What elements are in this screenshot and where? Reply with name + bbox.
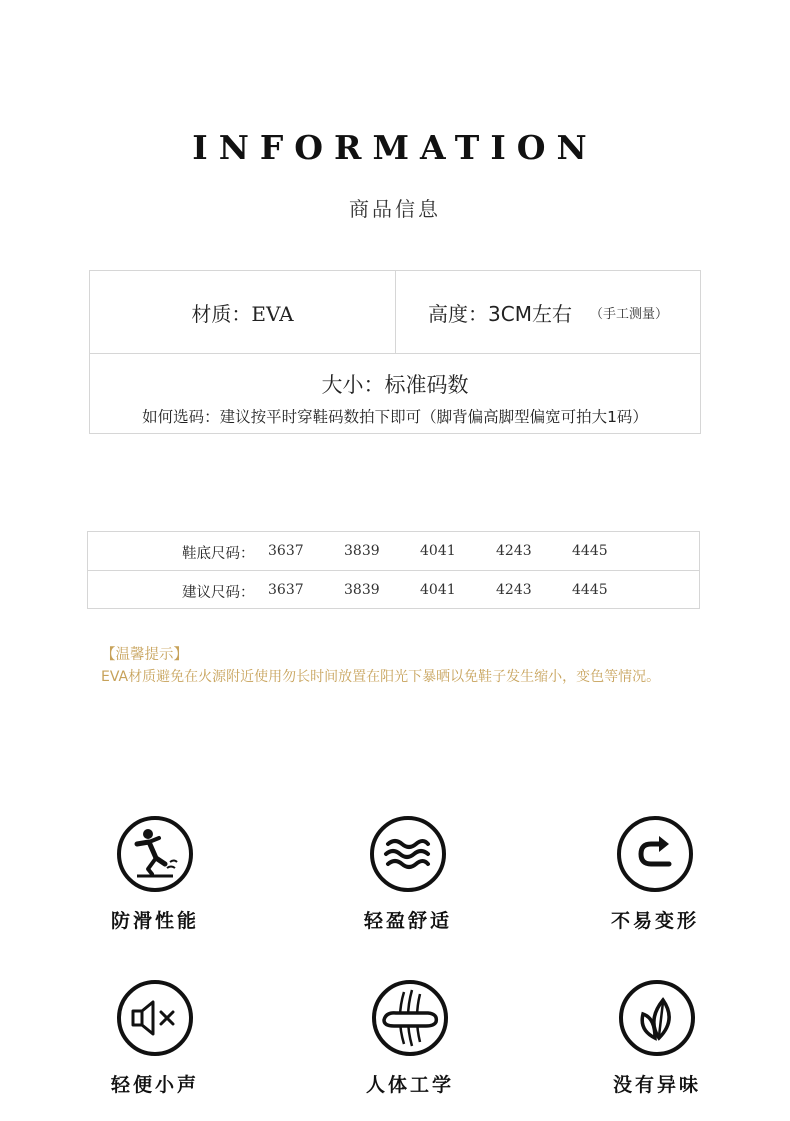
- table-row: [88, 571, 699, 609]
- height-cell: [396, 271, 700, 353]
- feature-quiet: [75, 978, 235, 1097]
- size-table: [87, 531, 700, 609]
- height-value: 高度：3CM左右: [428, 301, 572, 326]
- height-note: （手工测量）: [589, 306, 668, 322]
- feature-label: 防滑性能: [110, 910, 199, 932]
- size-cell: 3637: [268, 543, 304, 559]
- page-subtitle: 商品信息: [349, 197, 441, 221]
- table-row: [88, 532, 699, 571]
- page-title: INFORMATION: [192, 128, 598, 167]
- tip-title: 【温馨提示】: [101, 647, 188, 663]
- size-cell: 3839: [344, 582, 380, 598]
- mute-speaker-icon: [115, 978, 195, 1058]
- waves-icon: [368, 814, 448, 894]
- feature-comfort: [328, 814, 488, 933]
- size-value: 大小：标准码数: [321, 373, 469, 397]
- feature-anti-slip: [75, 814, 235, 933]
- row-label: 建议尺码：: [182, 585, 255, 601]
- feature-label: 没有异味: [612, 1074, 701, 1096]
- feature-label: 轻盈舒适: [363, 910, 452, 932]
- slip-icon: [115, 814, 195, 894]
- feature-ergonomic: [330, 978, 490, 1097]
- size-cell: 4445: [572, 582, 608, 598]
- size-advice: 如何选码：建议按平时穿鞋码数拍下即可（脚背偏高脚型偏宽可拍大1码）: [142, 408, 648, 426]
- row-label: 鞋底尺码：: [182, 546, 255, 562]
- info-row: [90, 271, 700, 354]
- size-cell: 4445: [572, 543, 608, 559]
- size-cell: 4243: [496, 582, 532, 598]
- material-value: 材质：EVA: [191, 301, 294, 326]
- leaf-icon: [617, 978, 697, 1058]
- ergonomic-sole-icon: [370, 978, 450, 1058]
- return-arrow-icon: [615, 814, 695, 894]
- product-info-table: [89, 270, 701, 434]
- feature-label: 不易变形: [610, 910, 699, 932]
- feature-label: 轻便小声: [110, 1074, 199, 1096]
- feature-no-odor: [577, 978, 737, 1097]
- size-cell: 3637: [268, 582, 304, 598]
- size-cell: 3839: [344, 543, 380, 559]
- size-cell: 4243: [496, 543, 532, 559]
- feature-shape-retention: [575, 814, 735, 933]
- size-cell: 4041: [420, 543, 456, 559]
- tip-text: EVA材质避免在火源附近使用勿长时间放置在阳光下暴晒以免鞋子发生缩小，变色等情况。: [101, 669, 661, 685]
- size-cell: 4041: [420, 582, 456, 598]
- feature-label: 人体工学: [365, 1074, 454, 1096]
- material-cell: [90, 271, 396, 353]
